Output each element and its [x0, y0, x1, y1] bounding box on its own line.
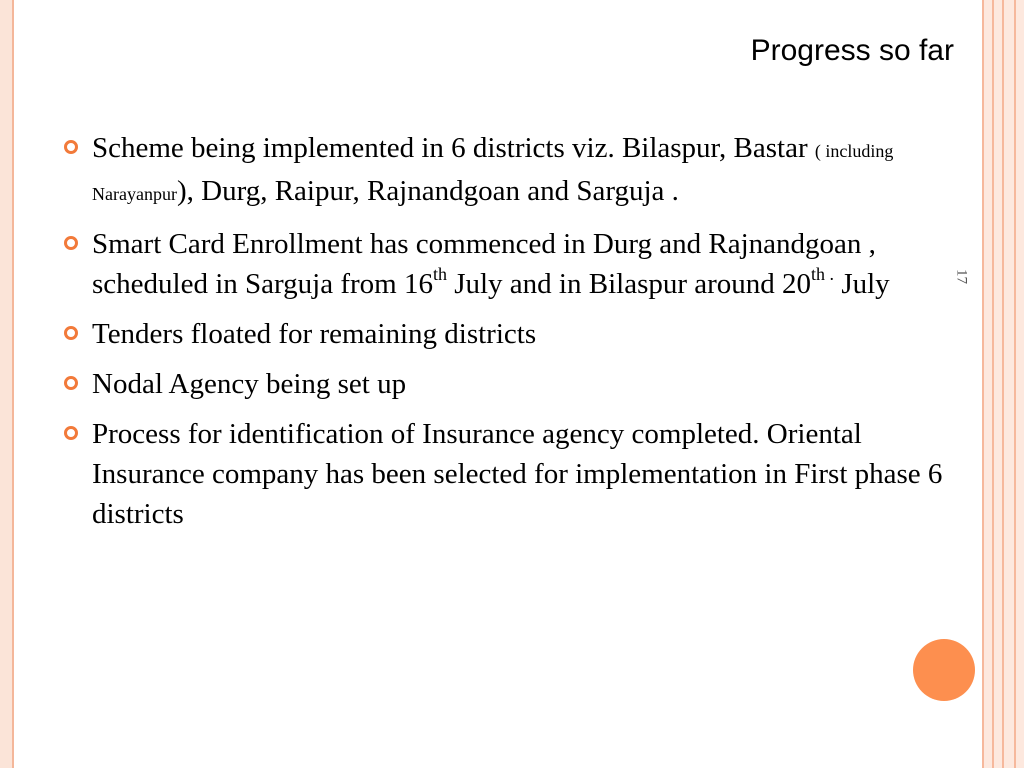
bullet-text: Process for identification of Insurance agency completed. Oriental Insurance company has been selected for implementation in First phase 6 districts: [92, 418, 943, 530]
decorative-orange-circle: [913, 639, 975, 701]
superscript: th .: [811, 264, 835, 285]
bullet-item-nodal-agency: [64, 364, 964, 404]
bullet-list: [64, 128, 964, 544]
bullet-text: Tenders floated for remaining districts: [92, 318, 537, 350]
bullet-text: July and in Bilaspur around 20: [446, 268, 812, 300]
bullet-circle-icon: [64, 326, 78, 340]
bullet-item-districts: [64, 128, 964, 214]
bullet-circle-icon: [64, 376, 78, 390]
bullet-text: Nodal Agency being set up: [92, 368, 407, 400]
slide-title: Progress so far: [750, 34, 954, 67]
bullet-item-tenders: [64, 314, 964, 354]
bullet-item-insurance: [64, 414, 964, 534]
bullet-text: Scheme being implemented in 6 districts viz. Bilaspur, Bastar: [92, 132, 815, 164]
bullet-text: ), Durg, Raipur, Rajnandgoan and Sarguja .: [176, 175, 679, 207]
bullet-small-text: ( including Narayanpur: [92, 141, 894, 204]
bullet-circle-icon: [64, 426, 78, 440]
right-decorative-stripes: [980, 0, 1024, 768]
bullet-item-smart-card: [64, 224, 964, 304]
bullet-text: July: [834, 268, 890, 300]
left-decorative-border: [0, 0, 14, 768]
bullet-circle-icon: [64, 140, 78, 154]
bullet-circle-icon: [64, 236, 78, 250]
bullet-text: Smart Card Enrollment has commenced in Durg and Rajnandgoan , scheduled in Sarguja from 16: [92, 228, 876, 300]
superscript: th: [432, 264, 447, 285]
page-number: 17: [953, 269, 970, 284]
